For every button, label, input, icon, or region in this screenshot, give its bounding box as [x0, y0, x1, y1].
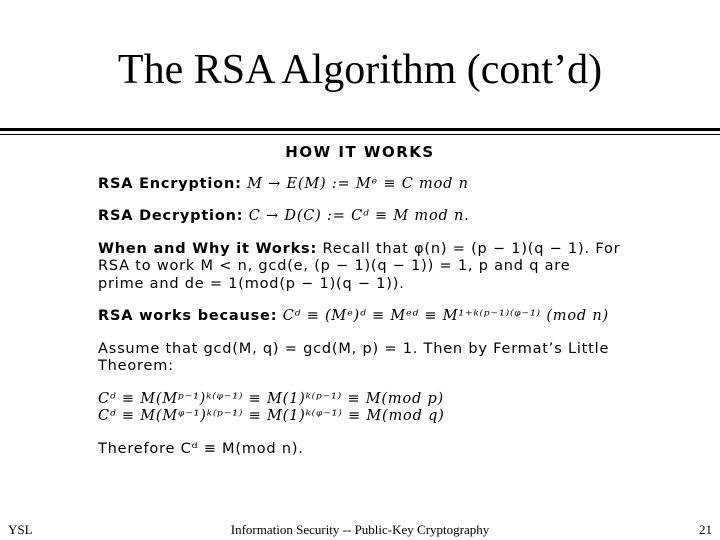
assume-text: Assume that gcd(M, q) = gcd(M, p) = 1. Then by Fermat’s Little Theorem:	[98, 340, 610, 374]
when-why-label: When and Why it Works:	[98, 240, 318, 257]
encryption-block	[98, 176, 622, 194]
when-why-block	[98, 241, 622, 294]
encryption-formula: M → E(M) := Mᵉ ≡ C mod n	[247, 175, 469, 192]
therefore-line: Therefore Cᵈ ≡ M(mod n).	[98, 440, 304, 457]
footer-author: YSL	[8, 522, 33, 537]
title-rule-thick	[0, 128, 720, 131]
when-why-text: Recall that φ(n) = (p − 1)(q − 1). For RSA to work M < n, gcd(e, (p − 1)(q − 1)) = 1, p and q are prime and de = 1(mod(p − 1)(q − 1)).	[98, 240, 621, 292]
title-rule-thin	[0, 134, 720, 135]
equation-mod-p: Cᵈ ≡ M(Mᵖ⁻¹)ᵏ⁽ᵠ⁻¹⁾ ≡ M(1)ᵏ⁽ᵖ⁻¹⁾ ≡ M(mod p)	[98, 390, 445, 407]
works-because-block	[98, 308, 622, 326]
works-because-label: RSA works because:	[98, 308, 278, 324]
slide-title: The RSA Algorithm (cont’d)	[117, 47, 603, 93]
decryption-label: RSA Decryption:	[98, 208, 244, 224]
fermat-equations	[98, 391, 622, 426]
equation-mod-q: Cᵈ ≡ M(Mᵠ⁻¹)ᵏ⁽ᵖ⁻¹⁾ ≡ M(1)ᵏ⁽ᵠ⁻¹⁾ ≡ M(mod q)	[98, 408, 445, 424]
footer-page-number: 21	[699, 522, 712, 537]
decryption-block	[98, 208, 622, 226]
works-because-formula: Cᵈ ≡ (Mᵉ)ᵈ ≡ Mᵉᵈ ≡ M¹⁺ᵏ⁽ᵖ⁻¹⁾⁽ᵠ⁻¹⁾ (mod n)	[282, 308, 609, 324]
footer-course-title: Information Security -- Public-Key Cryptography	[230, 522, 490, 537]
slide-content	[98, 144, 622, 458]
assume-block	[98, 341, 622, 376]
encryption-label: RSA Encryption:	[98, 175, 242, 192]
section-heading: HOW IT WORKS	[285, 143, 435, 161]
decryption-formula: C → D(C) := Cᵈ ≡ M mod n.	[248, 208, 470, 224]
